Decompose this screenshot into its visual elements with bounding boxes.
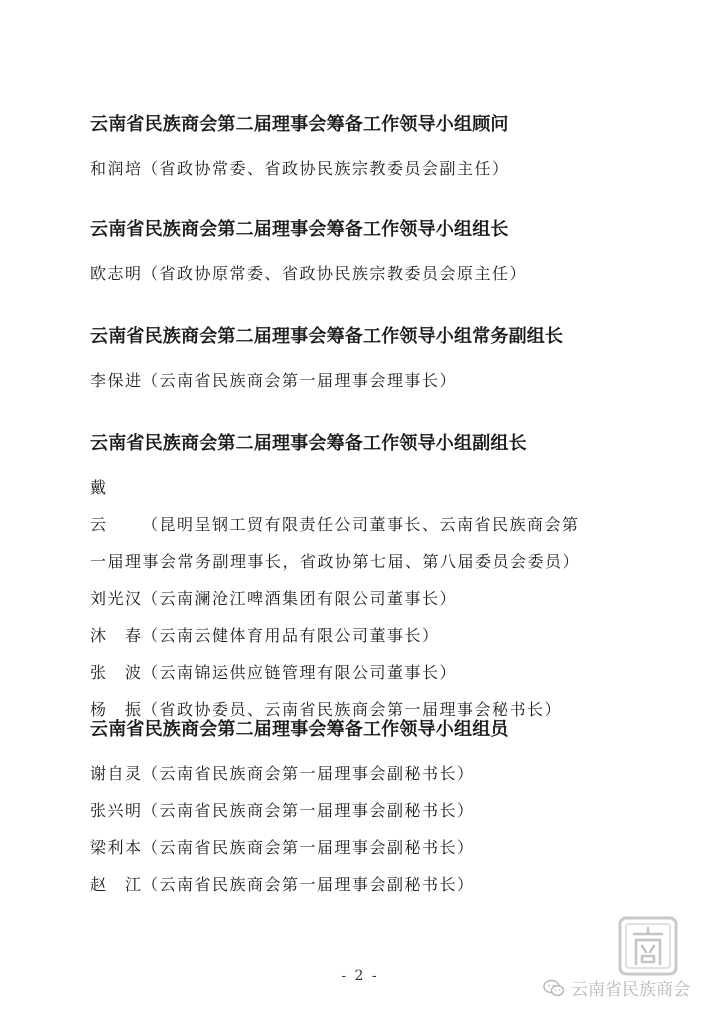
member-description: （ 省政协委员、云南省民族商会第一届理事会秘书长 ）	[142, 700, 562, 719]
section-deputy-leaders	[90, 432, 650, 728]
member-line	[90, 255, 650, 292]
member-description: （ 云南省民族商会第一届理事会副秘书长 ）	[142, 764, 475, 783]
member-description: （ 云南省民族商会第一届理事会副秘书长 ）	[142, 875, 475, 894]
member-line	[90, 580, 650, 617]
section-title: 云南省民族商会第二届理事会筹备工作领导小组副组长	[90, 433, 527, 454]
member-line	[90, 829, 650, 866]
member-name: 李保进	[90, 371, 143, 390]
member-description: （ 云南锦运供应链管理有限公司董事长 ）	[142, 663, 457, 682]
section-title: 云南省民族商会第二届理事会筹备工作领导小组组员	[90, 719, 509, 740]
member-description-continued: 一届理事会常务副理事长，省政协第七届、第八届委员会委员 ）	[90, 543, 650, 580]
section-title: 云南省民族商会第二届理事会筹备工作领导小组顾问	[90, 114, 509, 135]
member-name: 戴 云	[90, 478, 126, 534]
member-name: 张兴明	[90, 801, 143, 820]
member-name: 欧志明	[90, 264, 143, 283]
member-name: 沐 春	[90, 626, 143, 645]
member-description: （ 云南澜沧江啤酒集团有限公司董事长 ）	[142, 589, 457, 608]
chamber-logo-icon	[616, 914, 680, 978]
member-name: 张 波	[90, 663, 143, 682]
member-name: 梁利本	[90, 838, 143, 857]
member-description: （ 昆明呈钢工贸有限责任公司董事长、云南省民族商会第	[142, 515, 580, 534]
member-description: （ 云南省民族商会第一届理事会理事长 ）	[142, 371, 457, 390]
member-description: （ 省政协常委、省政协民族宗教委员会副主任 ）	[142, 159, 510, 178]
page-number: - 2 -	[341, 968, 379, 984]
member-description: （ 省政协原常委、省政协民族宗教委员会原主任 ）	[142, 264, 527, 283]
member-line	[90, 654, 650, 691]
member-line	[90, 617, 650, 654]
member-line	[90, 469, 650, 580]
member-description: （ 云南云健体育用品有限公司董事长 ）	[142, 626, 440, 645]
member-description: （ 云南省民族商会第一届理事会副秘书长 ）	[142, 838, 475, 857]
wechat-watermark	[543, 975, 690, 1000]
section-title: 云南省民族商会第二届理事会筹备工作领导小组组长	[90, 219, 509, 240]
member-line	[90, 362, 650, 399]
section-advisor	[90, 113, 650, 187]
section-title: 云南省民族商会第二届理事会筹备工作领导小组常务副组长	[90, 326, 564, 347]
member-line	[90, 150, 650, 187]
watermark-text: 云南省民族商会	[571, 980, 690, 1000]
section-members	[90, 718, 650, 903]
section-executive-deputy-leader	[90, 325, 650, 399]
member-line	[90, 866, 650, 903]
member-name: 谢自灵	[90, 764, 143, 783]
wechat-icon	[543, 979, 565, 997]
member-line	[90, 792, 650, 829]
member-name: 杨 振	[90, 700, 143, 719]
member-name: 和润培	[90, 159, 143, 178]
member-name: 刘光汉	[90, 589, 143, 608]
section-leader	[90, 218, 650, 292]
member-name: 赵 江	[90, 875, 143, 894]
member-line	[90, 755, 650, 792]
member-description: （ 云南省民族商会第一届理事会副秘书长 ）	[142, 801, 475, 820]
